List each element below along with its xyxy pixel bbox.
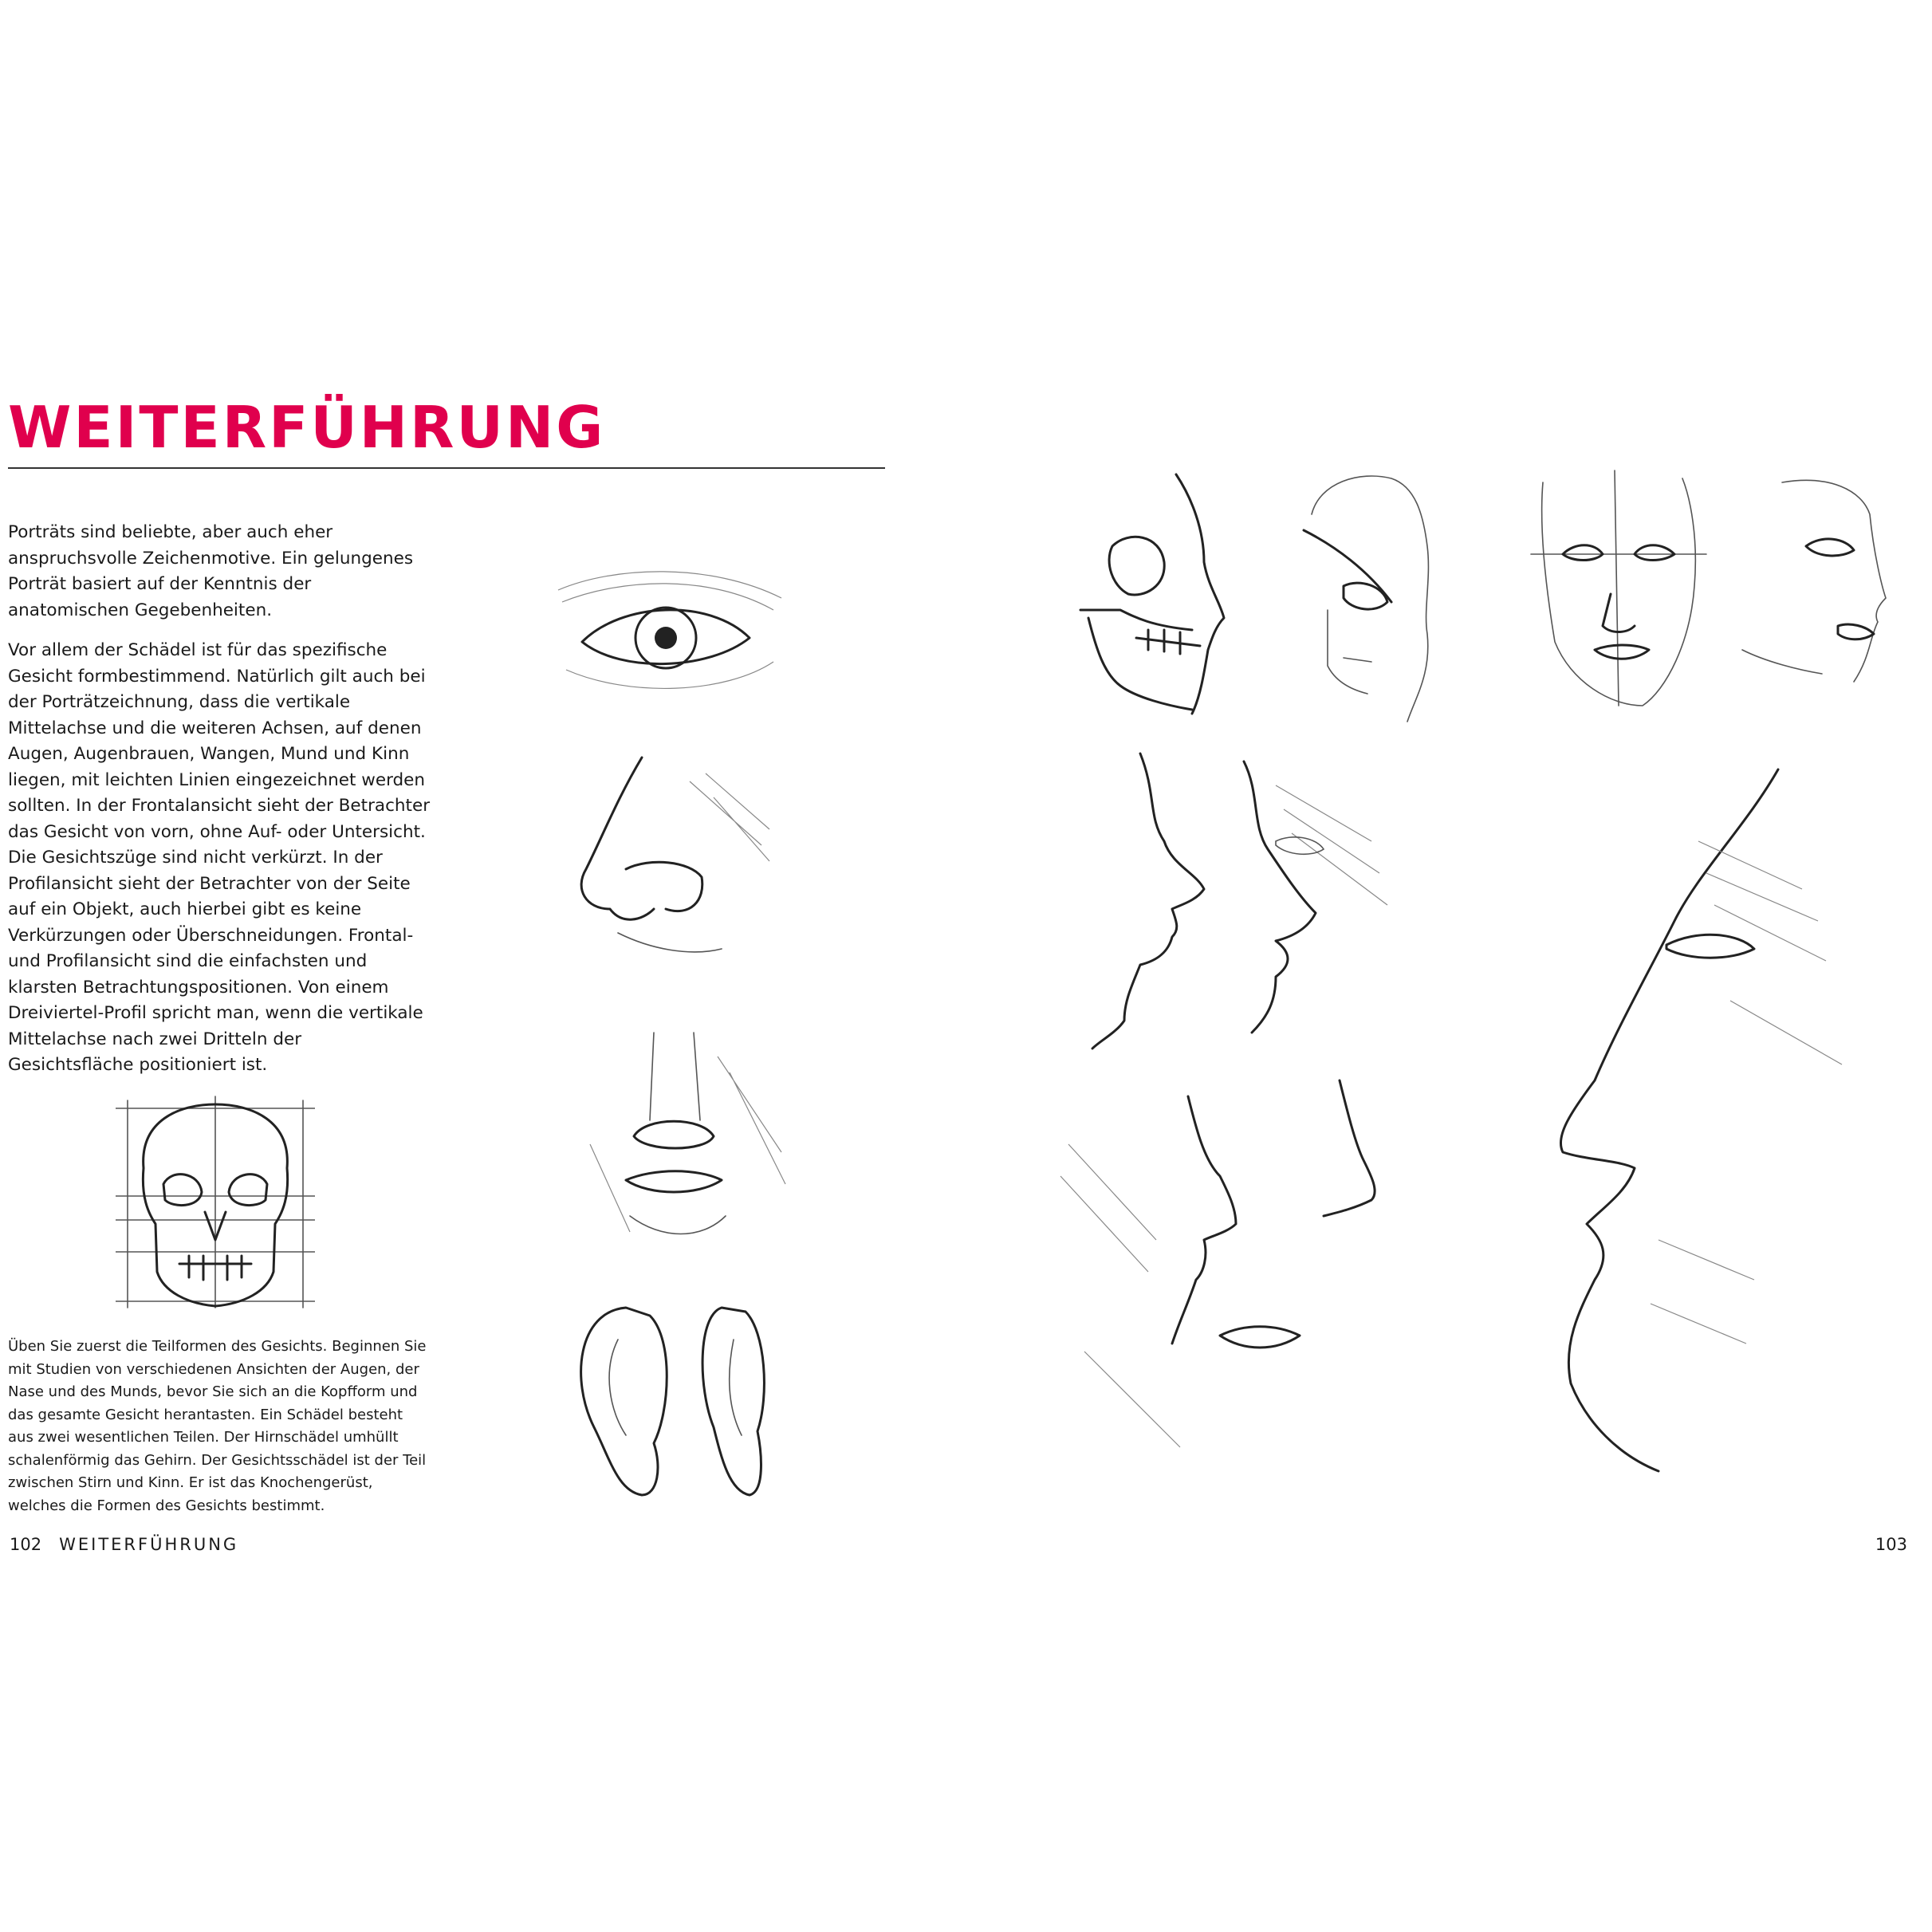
frontal-face-sketch	[1523, 466, 1714, 714]
intro-text	[8, 520, 431, 1093]
large-profile-sketch	[1539, 761, 1882, 1511]
footer-left	[10, 1535, 238, 1554]
eye-study-sketch	[550, 558, 789, 710]
running-head: WEITERFÜHRUNG	[59, 1535, 239, 1554]
intro-paragraph-2: Vor allem der Schädel ist für das spezifische Gesicht formbestimmend. Natürlich gilt auch bei der Porträtzeichnung, dass die vertikale Mittelachse und die weiteren Achsen, auf denen Augen, Augenbrauen, Wangen, Mund und Kinn liegen, mit leichten Linien eingezeichnet werden sollten. In der Frontalansicht sieht der Betrachter das Gesicht von vorn, ohne Auf- oder Untersicht. Die Gesichtszüge sind nicht verkürzt. In der Profilansicht sieht der Betrachter von der Seite auf ein Objekt, auch hierbei gibt es keine Verkürzungen oder Überschneidungen. Frontal- und Profilansicht sind die einfachsten und klarsten Betrachtungspositionen. Von einem Dreiviertel-Profil spricht man, wenn die vertikale Mittelachse nach zwei Dritteln der Gesichtsfläche positioniert ist.	[8, 640, 431, 1075]
title-rule	[8, 467, 885, 469]
nose-mouth-front-sketch	[558, 1025, 797, 1264]
turned-face-sketch	[1734, 466, 1894, 706]
page-number-left: 102	[10, 1535, 42, 1554]
skull-grid-sketch	[116, 1092, 315, 1316]
chapter-title: WEITERFÜHRUNG	[8, 394, 606, 461]
intro-paragraph-1: Porträts sind beliebte, aber auch eher anspruchsvolle Zeichenmotive. Ein gelungenes Porträt basiert auf der Kenntnis der anatomischen Gegebenheiten.	[8, 522, 414, 620]
figure-caption: Üben Sie zuerst die Teilformen des Gesichts. Beginnen Sie mit Studien von verschiedenen Ansichten der Augen, der Nase und des Munds, bevor Sie sich an die Kopfform und das gesamte Gesicht herantasten. Ein Schädel besteht aus zwei wesentlichen Teilen. Der Hirnschädel umhüllt schalenförmig das Gehirn. Der Gesichtsschädel ist der Teil zwischen Stirn und Kinn. Er ist das Knochengerüst, welches die Formen des Gesichts bestimmt.	[8, 1338, 427, 1514]
page-number-right: 103	[1875, 1535, 1907, 1554]
ears-sketch	[562, 1292, 793, 1523]
profile-faces-sketch	[1037, 746, 1451, 1503]
skull-profile-sketch	[1072, 466, 1240, 722]
nose-profile-sketch	[570, 750, 777, 989]
three-quarter-skull-sketch	[1296, 466, 1439, 730]
